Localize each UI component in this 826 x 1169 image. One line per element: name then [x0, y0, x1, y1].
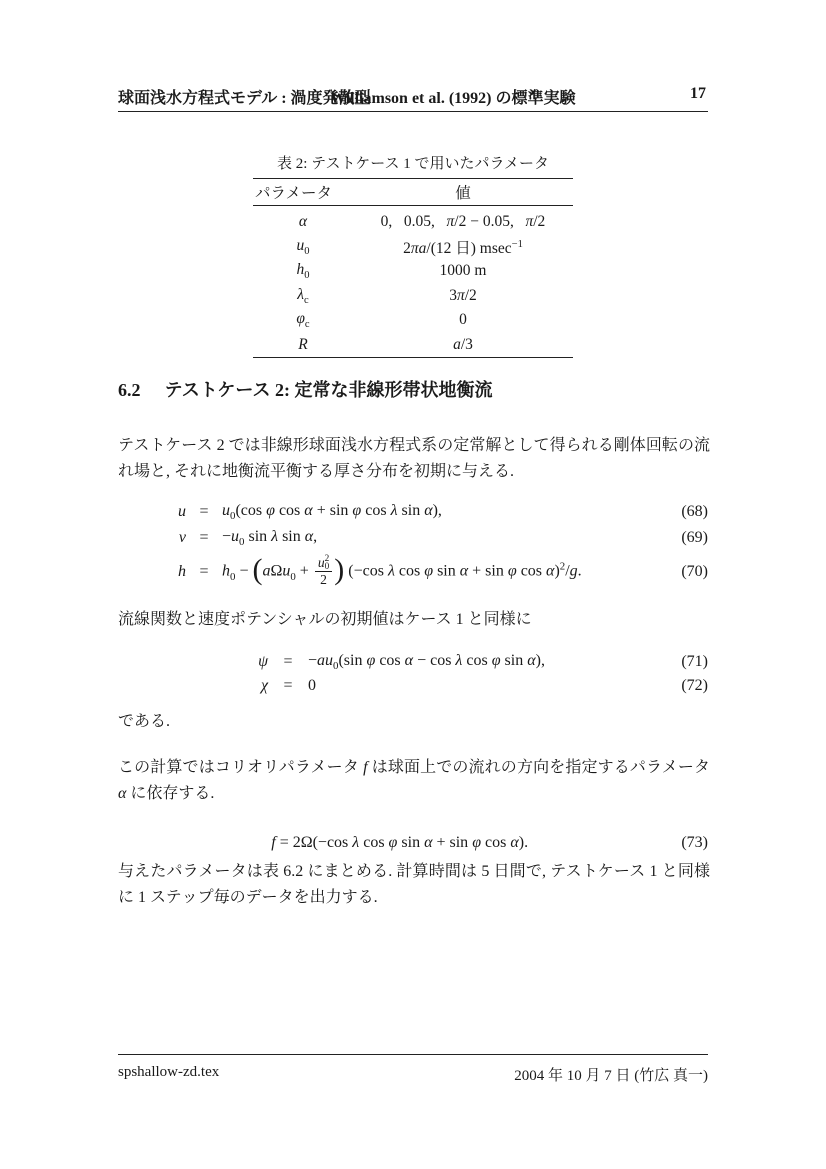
paragraph-streamfunction: 流線関数と速度ポテンシャルの初期値はケース 1 と同様に [118, 611, 532, 628]
section-number: 6.2 [118, 380, 141, 400]
param-cell: $\varphi_c$ [296, 310, 310, 331]
running-head [118, 84, 708, 112]
column-header-parameter: パラメータ [255, 185, 333, 202]
table-body [253, 206, 573, 358]
paragraph-intro: テストケース 2 では非線形球面浅水方程式系の定常解として得られる剛体回転の流れ場と, それに地衡流平衡する厚さ分布を初期に与える. [118, 437, 710, 480]
param-cell: $\lambda_c$ [297, 285, 309, 306]
equals-sign: = [283, 677, 293, 694]
value-cell: a/3 [453, 335, 473, 353]
equation-number: (71) [681, 653, 708, 670]
parameter-table [253, 178, 573, 358]
table-caption: 表 2: テストケース 1 で用いたパラメータ [276, 156, 550, 172]
table-row [253, 206, 573, 235]
table-row [253, 259, 573, 284]
equation-lhs: ψ [258, 653, 268, 670]
paragraph-coriolis: この計算ではコリオリパラメータ f は球面上での流れの方向を指定するパラメータ α に依存する. [118, 759, 710, 802]
equation-71 [118, 649, 708, 675]
value-cell: 0 [459, 311, 467, 329]
equation-lhs: v [178, 529, 186, 546]
equation-number: (68) [681, 503, 708, 520]
page-number: 17 [690, 85, 706, 102]
equation-number: (73) [681, 834, 708, 851]
table-header-row [253, 179, 573, 206]
equation-rhs: $-u_0$ sin λ sin α, [222, 527, 318, 549]
equation-70 [118, 549, 708, 595]
equation-lhs: h [178, 563, 186, 580]
equals-sign: = [199, 563, 209, 580]
equation-number: (69) [681, 529, 708, 546]
equation-lhs: u [178, 503, 186, 520]
running-head-title-en: Williamson et al. (1992) の標準実験 [330, 90, 576, 107]
param-cell: $h_0$ [296, 261, 310, 282]
table-row [253, 333, 573, 358]
equation-rhs: $-au_0(\sin$ φ cos α − cos λ cos φ sin α), [308, 651, 545, 673]
equation-number: (70) [681, 563, 708, 580]
paragraph-dearu: である. [118, 713, 171, 730]
section-heading [118, 376, 493, 402]
param-cell: α [298, 213, 308, 231]
equation-body: f = 2Ω(−cos λ cos φ sin α + sin φ cos α). [271, 834, 529, 851]
equation-number: (72) [681, 677, 708, 694]
footer-date: 2004 年 10 月 7 日 (竹広 真一) [514, 1068, 708, 1084]
equation-rhs: 0 [308, 677, 316, 694]
column-header-value: 値 [455, 185, 471, 202]
equals-sign: = [199, 529, 209, 546]
equation-73 [118, 830, 708, 856]
value-cell: 2πa/(12 日) msec$^{-1}$ [403, 238, 523, 257]
equation-69 [118, 525, 708, 551]
param-cell: $u_0$ [296, 236, 310, 257]
table-row [253, 235, 573, 260]
value-cell: 1000 m [439, 262, 487, 280]
value-cell: 3π/2 [449, 286, 477, 304]
equation-rhs: $h_0 - (a\Omega u_0$ + u 2 0 2 ) (−cos λ cos φ sin α + sin φ cos α)$^2$/g. [222, 553, 582, 587]
page-footer [118, 1054, 708, 1085]
footer-filename: spshallow-zd.tex [118, 1064, 220, 1080]
value-cell: 0, 0.05, π/2 − 0.05, π/2 [380, 213, 546, 231]
parameter-table-block [253, 152, 573, 358]
equation-rhs: $u_0(\cos$ φ cos α + sin φ cos λ sin α), [222, 501, 442, 523]
running-head-title-jp: 球面浅水方程式モデル : 渦度発散型 [118, 90, 371, 107]
param-cell: R [298, 335, 308, 353]
table-row [253, 308, 573, 333]
equation-lhs: χ [260, 677, 268, 694]
equals-sign: = [283, 653, 293, 670]
equation-68 [118, 499, 708, 525]
equation-72 [118, 673, 708, 699]
section-title: テストケース 2: 定常な非線形帯状地衡流 [164, 380, 493, 400]
paragraph-summary: 与えたパラメータは表 6.2 にまとめる. 計算時間は 5 日間で, テストケース 1 と同様に 1 ステップ毎のデータを出力する. [118, 863, 710, 906]
equals-sign: = [199, 503, 209, 520]
table-row [253, 284, 573, 309]
